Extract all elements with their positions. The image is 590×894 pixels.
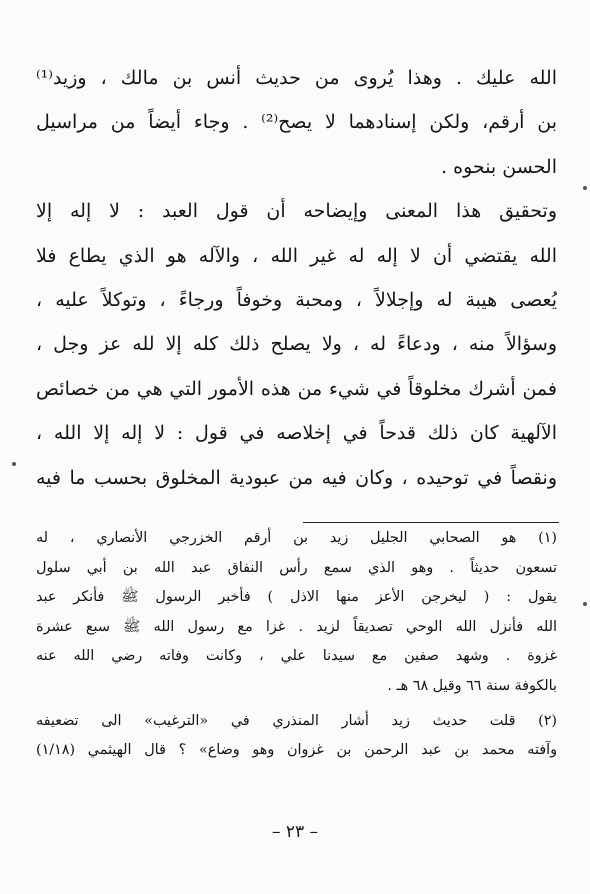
footnote-separator (303, 522, 559, 523)
text-line: الحسن بنحوه . (441, 155, 557, 178)
scan-speck (12, 462, 16, 466)
footnote-line: بالكوفة سنة ٦٦ وقيل ٦٨ هـ . (387, 677, 557, 694)
text-line: ونقصاً في توحيده ، وكان فيه من عبودية المخلوق بحسب ما فيه (36, 466, 557, 489)
text-line: الله يقتضي أن لا إله له غير الله ، والآله هو الذي يطاع فلا (36, 244, 557, 267)
text-line: الآلهية كان ذلك قدحاً في إخلاصه في قول : لا إله إلا الله ، (36, 422, 557, 445)
page-number: – ٢٣ – (271, 822, 319, 842)
scan-speck (583, 602, 587, 606)
text-line: فمن أشرك مخلوقاً في شيء من هذه الأمور التي هي من خصائص (36, 377, 557, 400)
text-line: يُعصى هيبة له وإجلالاً ، ومحبة وخوفاً ورجاءً ، وتوكلاً عليه ، (36, 288, 557, 311)
footnote-line: الله فأنزل الله الوحي تصديقاً لزيد . غزا مع رسول الله ﷺ سبع عشرة (36, 618, 557, 635)
footnote-line: وآفته محمد بن عبد الرحمن بن غزوان وهو وضاع» ؟ قال الهيثمي (١/١٨) (36, 742, 557, 759)
main-text (36, 56, 557, 500)
footnote-2 (36, 707, 557, 766)
footnote-line: تسعون حديثاً . وهو الذي سمع رأس النفاق عبد الله بن أبي سلول (36, 559, 557, 576)
text-line: الله عليك . وهذا يُروى من حديث أنس بن مالك ، وزيد⁽¹⁾ (36, 67, 557, 89)
footnote-line: (١) هو الصحابي الجليل زيد بن أرقم الخزرجي الأنصاري ، له (36, 530, 557, 546)
footnotes (36, 524, 557, 766)
text-line: بن أرقم، ولكن إسنادهما لا يصح⁽²⁾ . وجاء أيضاً من مراسيل (36, 111, 557, 134)
footnote-line: (٢) قلت حديث زيد أشار المنذري في «الترغيب» الى تضعيفه (36, 712, 557, 729)
scan-speck (583, 186, 587, 190)
footnote-line: يقول : ( ليخرجن الأعز منها الاذل ) فأخبر الرسول ﷺ فأنكر عبد (36, 589, 557, 606)
text-line: وسؤالاً منه ، ودعاءً له ، ولا يصلح ذلك كله إلا لله عز وجل ، (36, 333, 557, 356)
footnote-line: غزوة . وشهد صفين مع سيدنا علي ، وكانت وفاته رضي الله عنه (36, 648, 557, 665)
footnote-1 (36, 524, 557, 702)
text-line: وتحقيق هذا المعنى وإيضاحه أن قول العبد : لا إله إلا (36, 200, 557, 223)
